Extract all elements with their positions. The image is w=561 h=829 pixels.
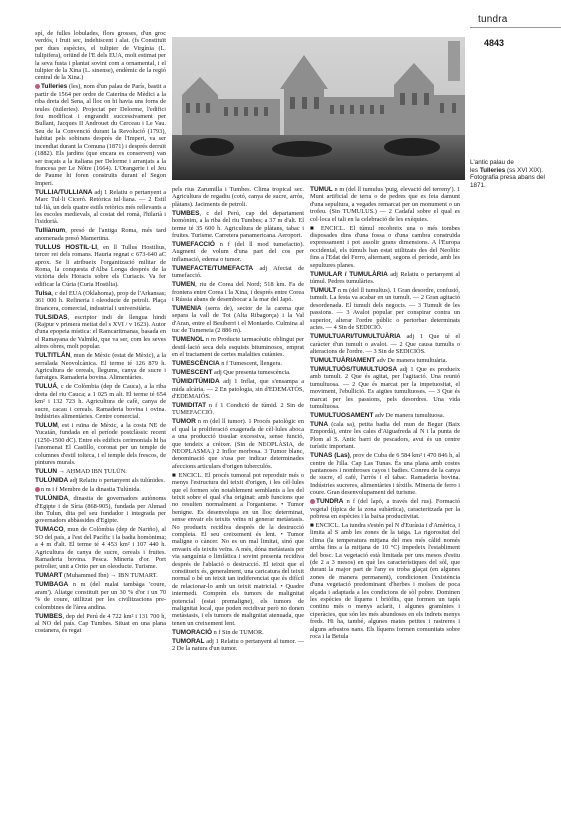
entry-text: n f (del lapó, a través del rus). Formació vegetal (típica de la zona subàrtica), caracteritzada per la pobresa en espècies i la baixa productivitat. [310,498,460,520]
entry [310,421,460,451]
palace-photograph [172,37,465,180]
entry-text: adj 1 Relatiu o pertanyent a Marc Tul·li Ciceró. Retòrica tul·liana. — 2 Estil tul·lià, un dels quatre estils retòrics més rellevants a les escoles medievals, al costat del romà, l'hilarià i l'isidorià. [35,188,166,226]
column-1 [35,30,166,820]
entry [310,271,460,286]
entry [35,572,166,579]
entry [310,522,460,641]
entry-headword: TUMENIA [172,305,202,313]
entry-text: , escriptor indi de llengua hindi (Rajpur v primera meitat del s XVI / v 1623). Autor d'una epopeia mística: el Ramcaritmanas, basada en el Ramayana de Valmiki, que va ser, com les seves altres obres, molt popular. [35,313,166,351]
entry [35,189,166,226]
entry [35,468,166,475]
entry-headword: TUMULTUOSAMENT [310,411,374,419]
entry [35,244,166,288]
entry [35,30,166,82]
entry-headword: TULÚNIDA [35,477,69,485]
entry [35,613,166,635]
entry [35,495,166,525]
entry [172,378,304,400]
entry-text: ■ ENCICL. El túmul recobreix una o més tombes disposades dins d'una fossa o d'una cambra construïda expressament i pot assolir grans dimensions. A l'Europa occidental, els túmuls han estat utilitzats des del Neolític fins a l'Edat del Ferro, alternant, segons el període, amb les sepultures planes. [310,224,460,269]
entry-headword: TUMOR [172,418,196,426]
entry [310,452,460,496]
entry [35,422,166,466]
header-rule [470,27,561,28]
entry-headword: TUMART [35,572,63,580]
entry [310,366,460,410]
entry-headword: TUMEFACTE/TUMEFACTA [172,264,254,272]
bullet-dot-icon [310,499,315,504]
entry [172,360,304,367]
entry [35,227,166,242]
entry-text: n m (del malai tambàga 'coure, aram'). Aliatge constituït per un 30 % d'or i un 70 % de coure, utilitzat per les civilitzacions pre-colombines de l'àrea andina. [35,581,166,611]
entry-headword: TUMIDITAT [172,401,207,409]
entry-text: adv De manera tumultuària. [375,356,448,364]
entry [172,210,304,240]
entry-text: , mun de Colòmbia (dep de Nariño), al SO del país, a l'est del Pacífic i la badia homònima; a 4 m d'alt. El terme té 4 453 km² i 107 440 h. Agricultura de canya de sucre, cereals i fruites. Ramaderia bovina. Pesca. Mineria d'or. Port petrolier, unit a Orito per un oleoducte. Turisme. [35,526,166,571]
entry [310,498,460,520]
entry-headword: TUMORAL [172,637,205,645]
entry-headword: TUMEN [172,281,196,289]
entry [35,352,166,382]
entry-text: (les), nom d'un palau de París, bastit a partir de 1564 per ordre de Caterina de Mèdici a la riba dreta del Sena, al lloc on hi havia uns forns de teules (tuileries). Projectat per Delorme, l'edifici fou modificat i engrandit successivament per Bullant, Jacques II Androuet du Cerceau i Le Vau. Seu de la Convenció durant la Revolució (1793), habitat pels sobirans després de l'Imperi, va ser incendiat durant la Comuna (1871) i després derruït (1882). Els jardins (que encara es conserven) van ser traçats a la italiana per Delorme i arranjats a la francesa per Le Nôtre (1664). L'Orangerie i el Jeu de Paume hi foren construïts durant el Segon Imperi. [35,83,166,187]
entry-text: , riu de Corea del Nord; 518 km. Fa de frontera entre Corea i la Xina, i després entre Corea i Rússia abans de desembocar a la mar del Japó. [172,281,304,304]
entry-text: → AḤMAD IBN ṬULŪN. [57,468,127,476]
entry-text: , dep del Perú de 4 722 km² i 131 700 h, al NO del país. Cap Tumbes. Situat en una plana costanera, és regat [35,612,166,635]
entry-text: n m i f Membre de la dinastia Tulúnida. [41,486,141,494]
entry-headword: TUNA [310,420,329,428]
entry [172,472,304,628]
entry-text: , c de Colòmbia (dep de Cauca), a la riba dreta del riu Cauca; a 1 025 m alt. El terme té 654 km² i 132 723 h. Agricultura de cafè, canya de sucre, cacau i cereals. Ramaderia bovina i ovina. Indústries alimentàries. Centre comercial. [35,383,166,421]
entry-text: adj 1 Que té el caràcter d'un tumult o avalot. — 2 Que causa tumults o alteracions de l'ordre. — 3 Sin de SEDICIÓS. [310,333,460,355]
entry [35,383,166,420]
entry-headword: TUMACO [35,526,64,534]
entry-text: adj Afectat de tumefacció. [172,264,304,280]
entry [35,290,166,312]
entry [172,265,304,280]
entry-text: adv De manera tumultuosa. [373,411,445,419]
entry [172,281,304,303]
entry-text: n f Sin de TUMOR. [212,628,264,636]
entry [310,225,460,269]
entry-text: adj 1 Que es produeix amb tumult. 2 Que és agitat, per l'agitació. Una reunió tumultuosa. — 2 Que és marcat per la impetuositat, el moviment, l'ebullició. Es aigües tumultuoses. — 3 Que és marcat per les passions, pels desordres. Una vida tumultuosa. [310,365,460,410]
column-3 [310,186,460,822]
entry-text: , mun de Mèxic (estat de Mèxic), a la serralada Neovolcànica. El terme té 126 879 h. Agricultura de cereals, llegums, canya de sucre i farratges. Ramaderia bovina. Alimentàries. [35,352,166,382]
entry [310,287,460,331]
entry-text: ■ ENCICL. La tundra s'estén pel N d'Euràsia i d'Amèrica, i limita al S amb les zones de la taiga. La rigorositat del clima (la temperatura mitjana del mes més càlid només arriba fins a la mitjana de 10 °C) impedeix l'establiment del bosc. La vegetació està limitada per uns mesos d'estiu (de 2 a 3 mesos) en què les característiques del sòl, que durant la major part de l'any es troba glaçat (en algunes zones de manera permanent), condicionen l'existència d'una vegetació predominant d'herbes i molses de poca alçada i adaptada a les condicions de sòl pobre. Dominen les espècies de líquens i briòfits, que formen un tapís continu més o menys aclarit, i algunes gramínies i ciperàcies, que són les més abundoses en els indrets menys freds. Hi ha, també, algunes mates petites i rastreres i alguns arbustos nans. Els líquens formen comunitats sobre roca i la Betula [310,522,460,641]
entry-headword: TÚMID/TÚMIDA [172,378,220,386]
entry-text: pels rius Zarumilla i Tumbes. Clima tropical sec. Agricultura de regadiu (cotó, canya de sucre, arròs, plàtans). Jaciments de petroli. [172,186,304,208]
bullet-dot-icon [35,84,40,89]
entry [35,486,166,493]
entry [172,241,304,263]
entry [172,305,304,335]
entry-headword: TUMULAR / TUMULÀRIA [310,270,388,278]
entry-text: ■ ENCICL. El procés tumoral pot reproduir més o menys l'estructura del teixit d'origen, i les cèl·lules que el formen són notablement semblants a les del teixit sobre el qual s'ha originat: amb funcions que no resulten normalment a l'organisme. • Tumor benigne. Es desenvolupa en un lloc determinat, sense envair els teixits veïns ni generar metàstasis. No produeix recidiva després de la destrucció completa. El seu creixement és lent. • Tumor maligne o càncer. No es un mal limitat, sinó que envaeix els teixits veïns. A més, dóna metàstasis per via sanguínia o limfàtica i sovint presenta recidiva després de l'ablació o destrucció. El teixit que el constitueix és, generalment, una caricatura del teixit normal o bé un teixit tan indiferenciat que és difícil de relacionar-lo amb un teixit matricial. • Quadre intermedi. Comprèn els tumors de malignitat potencial (estat premaligne), els tumors de malignitat local, que poden recidivar però no donen metàstasis, i els tumors de malignitat atenuada, que tenen un creixement lent. [172,471,304,627]
entry-headword: Tulsa [35,289,52,297]
photo-caption: L'antic palau de les Tulleries (ss XVI XIX). Fotografia presa abans del 1871. [470,159,545,189]
entry-headword: TULTITLÁN [35,352,71,360]
entry-text: adj 1 Inflat, que s'ensampa a mida alcària. — 2 En patologia, sin d'EDEMATÓS, d'EDEMAIÓS. [172,378,304,400]
entry-text: adj Relatiu o pertanyent al túmul. Pedres tumulàries. [310,270,460,286]
caption-highlight: Tulleries [479,166,506,174]
entry-headword: TUMBAGA [35,581,69,589]
entry-headword: TUMULTUARI/TUMULTUÀRIA [310,333,401,341]
entry-headword: TULUN [35,468,58,476]
entry-text: n m Producte tarmacèutic oblingut per destil·lació seca dels esquists bituminosos, emprat en el tractament de certes malalties cutànies. [172,336,304,359]
entry-text: n f (del ll mod tumefactio). Augment de volum d'una part del cos per inflamació, edema o tumor. [172,241,304,263]
entry [310,333,460,355]
entry [172,629,304,636]
entry-headword: TULÚNIDA [35,495,69,503]
entry [310,357,460,364]
entry-text: , presó de l'antiga Roma, més tard anomenada presó Mamertina. [35,227,166,242]
entry [172,336,304,358]
entry-text: n f 1 Condició de túmid. 2 Sin de TUMEFACCIÓ. [172,401,304,417]
entry-text: adj 1 Relatiu o pertanyent al tumor. — 2 De la natura d'un tumor. [172,637,304,653]
entry-headword: TÚMUL [310,186,333,193]
entry [172,402,304,417]
entry-text: adj Que presenta tumescència. [212,369,291,377]
entry-headword: TULUM [35,422,58,430]
entry-headword: TUMEFACCIÓ [172,241,215,249]
column-2 [172,186,304,822]
entry-headword: TUMESCÈNCIA [172,360,220,368]
page-number: 4843 [484,38,505,48]
entry [172,369,304,376]
entry-headword: TUMULTUÓS/TUMULTUOSA [310,365,398,373]
entry-headword: Tulleries [41,83,68,91]
entry [172,418,304,470]
entry-headword: TULLIA/TULLIANA [35,188,93,196]
entry [172,638,304,653]
entry-text: , est i ruïna de Mèxic, a la costa NE de Yucatán, fundada en el període postclàssic recent (1250-1500 dC). Entre els edificis cerimonials hi ha l'anomenat El Castillo, coronat per un temple de columnes d'estil tolteca, i el temple dels frescos, de pintures murals. [35,422,166,467]
entry-headword: TUMBES [35,612,63,620]
entry [35,526,166,570]
entry [310,186,460,223]
guide-word: tundra [478,14,508,25]
entry-text: , c del Perú, cap del departament homònim, a la riba del riu Tumbes; a 37 m d'alt. El terme té 35 600 h. Agricultura de plàtans, tabac i fruites. Turisme. Carretera panamericana. Aeroport. [172,209,304,240]
tulleries-photo [172,37,465,180]
entry-text: n m (del ll tumor). 1 Procés patològic en el qual la proliferació exagerada de cèl·lules aboca a una producció tissular excessiva, sense funció, que tendeix a créixer. (Sin de NEOPLÀSIA, de NEOPLASMA.) 2 Inflor morbosa. 3 Tumor blanc, denominació que s'usa per indicar determinades afeccions articulars d'origen tuberculós. [172,418,304,470]
entry-text: , c del EUA (Oklahoma), prop de l'Arkansas; 361 000 h. Refineria i oleoducte de petroli. Plaça financera, comercial, industrial i universitària. [35,289,166,312]
entry-headword: TUNDRA [316,498,344,506]
entry-headword: TUMORACIÓ [172,628,213,636]
entry-text: (serra de), sector de la carena que separa la vall de Toi (Alta Ribagorça) i la Val d'Aran, entre el Besiberri i el Montardo. Culmina al tuc de Tumeneia (2 886 m). [172,305,304,335]
entry-text: , en ll Tullus Hostilius, tercer rei dels romans. Hauria regnat c 673-640 aC aprox. Se li atribueix l'organització militar de Roma, la conquesta d'Alba Longa després de la victòria dels Horacis sobre els Curiacis. Va fer edificar la Cúria (Curia Hostilia). [35,243,166,288]
entry [172,186,304,208]
entry-text: , prov de Cuba de 6 584 km² i 470 846 h, al centre de l'illa. Cap Las Tunas. És una plana amb costes pantanoses i nombroses cayos i badies. Conreu de la canya de sucre, el cafè, l'arròs i el tabac. Ramaderia bovina. Indústries sucreres, alimentàries i tèxtils. Mineria de ferro i coure. Gran desenvolupament del turisme. [310,452,460,497]
entry-headword: TUMULT [310,287,337,295]
entry-text: n m (del ll tumultus). 1 Gran desordre, confusió, tumult. La festa va acabar en un tumult. — 2 Gran agitació desordenada. El tumult dels negocis. — 3 Tumult de les passions. — 3 Avalot popular per conspirar contra un superior, alterar l'ordre públic o pertorbar determinats actes. — 4 Sin de SEDICIÓ. [310,287,460,332]
entry-text: n f Tumescent, llengera. [219,360,282,368]
entry-headword: TULUÁ [35,383,58,391]
entry-text: (Muhammed Ibn) → IBN TUMART. [62,572,158,580]
entry-text: , dinastia de governadors autònoms d'Egipte i de Síria (868-905), fundada per Ahmad ibn Tulun, dita pel seu fundador i integrada per governadors abbàssides d'Egipte. [35,495,166,525]
entry-headword: TUMENOL [172,336,205,344]
entry-headword: TULLUS HOSTIL·LI [35,243,98,251]
entry [35,581,166,611]
entry [35,314,166,351]
entry-headword: TULSIDAS [35,313,68,321]
entry [35,477,166,484]
entry-headword: Tulliànum [35,227,66,235]
entry-text: spí, de fulles lobulades, flors grosses, d'un groc verdós, i fruit sec, indehiscent i alat. (fs Constituït per dues espècies, el tulipier de Virgínia (L. tulipifera), oriünd de l'E dels EUA, molt estimat per la seva fusta i plantat sovint com a ornamental, i el tulipier de la Xina (L. sinense), endèmic de la regió central de la Xina.) [35,30,166,82]
bullet-dot-icon [35,487,40,492]
entry-headword: TUMBES [172,209,200,217]
entry-headword: TUMULTUÀRIAMENT [310,356,376,364]
entry-text: n m (del ll tumulus 'puig, elevació del terreny'). 1 Munt artificial de terra o de pedres que es feia damunt d'una sepultura, a vegades remarcat per un monument o un trofeu. (Sin TUMULUS.) — 2 Cadafal sobre el qual es col·loca el tali en la celebració de les exèquies. [310,186,460,223]
entry [310,412,460,419]
entry-headword: TUNAS (Las) [310,452,350,460]
entry-text: adj Relatiu o pertanyent als tulúnides. [68,477,165,485]
entry [35,83,166,187]
entry-text: (cala sa), petita badia del mun de Begur (Baix Empordà), entre les cales d'Aiguafreda al N i la punta de Plom al S. Antic barri de pescadors, avui és un centre turístic important. [310,420,460,451]
entry-headword: TUMESCENT [172,369,213,377]
